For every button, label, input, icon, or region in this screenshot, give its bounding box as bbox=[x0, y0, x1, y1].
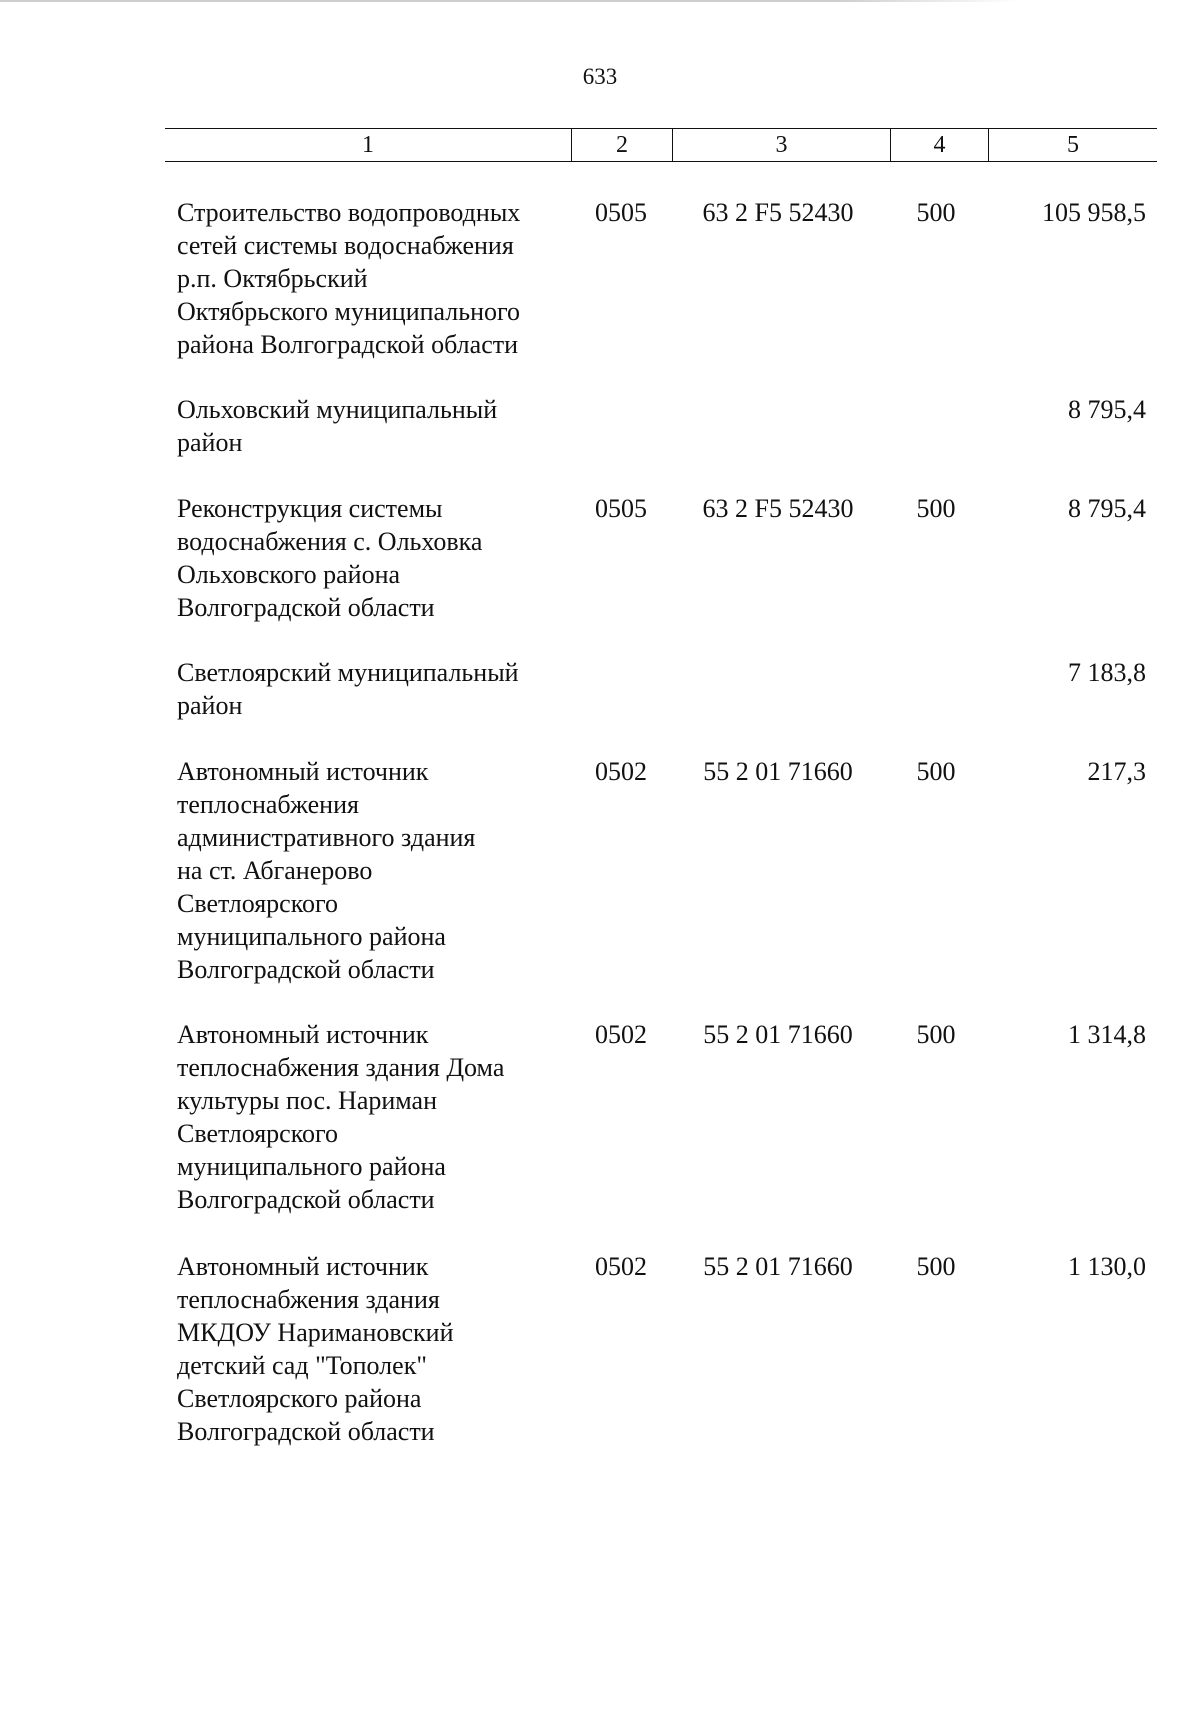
row-name: Автономный источник теплоснабжения здания Дома культуры пос. Нариман Светлоярского муниципального района Волгоградской области bbox=[177, 1020, 505, 1214]
row-target-article: 55 2 01 71660 bbox=[703, 757, 853, 786]
row-name: Автономный источник теплоснабжения административного здания на ст. Абганерово Светлоярского муниципального района Волгоградской области bbox=[177, 757, 476, 984]
header-col-1: 1 bbox=[362, 132, 374, 158]
row-section: 0505 bbox=[595, 198, 647, 227]
row-target-article: 63 2 F5 52430 bbox=[702, 198, 854, 227]
row-name: Светлоярский муниципальный район bbox=[177, 658, 519, 720]
row-target-article: 55 2 01 71660 bbox=[703, 1020, 853, 1049]
row-name: Автономный источник теплоснабжения здания МКДОУ Наримановский детский сад "Тополек" Светлоярского района Волгоградской области bbox=[177, 1252, 454, 1446]
scan-edge-line bbox=[0, 0, 1200, 2]
row-target-article: 55 2 01 71660 bbox=[703, 1252, 853, 1281]
row-expense-type: 500 bbox=[916, 1020, 956, 1049]
row-expense-type: 500 bbox=[916, 1252, 956, 1281]
row-sum: 7 183,8 bbox=[1068, 658, 1146, 687]
row-target-article: 63 2 F5 52430 bbox=[702, 494, 854, 523]
row-section: 0502 bbox=[595, 1252, 647, 1281]
row-expense-type: 500 bbox=[916, 494, 956, 523]
row-name: Реконструкция системы водоснабжения с. Ольховка Ольховского района Волгоградской области bbox=[177, 494, 483, 622]
row-sum: 8 795,4 bbox=[1068, 494, 1146, 523]
header-col-2: 2 bbox=[571, 129, 672, 161]
row-sum: 217,3 bbox=[1087, 757, 1146, 786]
table-header bbox=[165, 128, 1157, 162]
row-sum: 1 314,8 bbox=[1068, 1020, 1146, 1049]
row-name: Ольховский муниципальный район bbox=[177, 395, 498, 457]
page-number: 633 bbox=[582, 64, 618, 89]
row-section: 0505 bbox=[595, 494, 647, 523]
row-name: Строительство водопроводных сетей системы водоснабжения р.п. Октябрьский Октябрьского муниципального района Волгоградской области bbox=[177, 198, 521, 359]
row-sum: 105 958,5 bbox=[1042, 198, 1146, 227]
row-expense-type: 500 bbox=[916, 757, 956, 786]
row-expense-type: 500 bbox=[916, 198, 956, 227]
row-section: 0502 bbox=[595, 1020, 647, 1049]
header-col-3: 3 bbox=[672, 129, 890, 161]
header-col-4: 4 bbox=[890, 129, 988, 161]
header-col-5: 5 bbox=[988, 129, 1157, 161]
row-section: 0502 bbox=[595, 757, 647, 786]
row-sum: 8 795,4 bbox=[1068, 395, 1146, 424]
row-sum: 1 130,0 bbox=[1068, 1252, 1146, 1281]
